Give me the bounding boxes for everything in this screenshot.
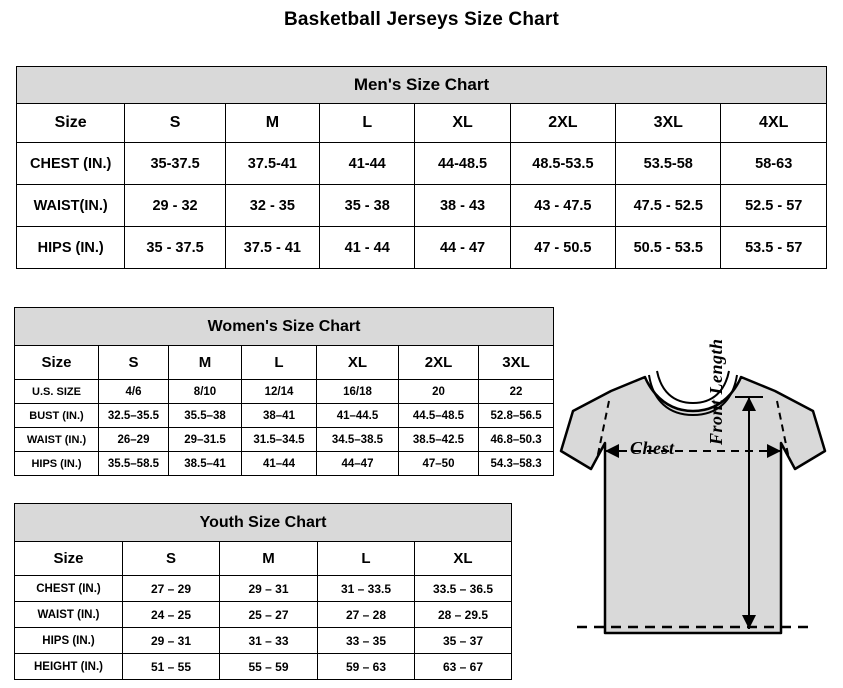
womens-us-size-m: 8/10 (169, 380, 242, 404)
womens-size-chart-section (14, 307, 553, 476)
page-title: Basketball Jerseys Size Chart (283, 9, 560, 30)
table-header-row (15, 346, 554, 380)
mens-header-3xl: 3XL (616, 104, 721, 143)
table-row (17, 143, 827, 185)
mens-waist-s: 29 - 32 (125, 185, 225, 227)
chest-measure-label: Chest (630, 438, 675, 458)
womens-hips-m: 38.5–41 (169, 452, 242, 476)
womens-us-size-2xl: 20 (399, 380, 479, 404)
table-row (15, 428, 554, 452)
youth-height-s: 51 – 55 (123, 654, 220, 680)
womens-bust-s: 32.5–35.5 (99, 404, 169, 428)
youth-size-chart-table (14, 503, 512, 680)
youth-header-m: M (220, 542, 318, 576)
youth-chest-s: 27 – 29 (123, 576, 220, 602)
womens-us-size-xl: 16/18 (317, 380, 399, 404)
womens-hips-xl: 44–47 (317, 452, 399, 476)
mens-header-4xl: 4XL (721, 104, 827, 143)
table-row (17, 185, 827, 227)
table-caption-row (15, 308, 554, 346)
womens-waist-m: 29–31.5 (169, 428, 242, 452)
youth-chart-caption: Youth Size Chart (15, 504, 512, 542)
womens-row-label-waist: WAIST (IN.) (15, 428, 99, 452)
womens-waist-xl: 34.5–38.5 (317, 428, 399, 452)
womens-hips-s: 35.5–58.5 (99, 452, 169, 476)
youth-size-chart-section (14, 503, 511, 680)
womens-bust-xl: 41–44.5 (317, 404, 399, 428)
youth-hips-xl: 35 – 37 (415, 628, 512, 654)
mens-waist-l: 35 - 38 (320, 185, 415, 227)
table-caption-row (15, 504, 512, 542)
mens-header-l: L (320, 104, 415, 143)
jersey-measurement-diagram (553, 339, 833, 669)
table-row (15, 380, 554, 404)
youth-row-label-hips: HIPS (IN.) (15, 628, 123, 654)
mens-header-2xl: 2XL (510, 104, 615, 143)
youth-hips-s: 29 – 31 (123, 628, 220, 654)
womens-header-2xl: 2XL (399, 346, 479, 380)
mens-waist-4xl: 52.5 - 57 (721, 185, 827, 227)
table-header-row (15, 542, 512, 576)
mens-waist-2xl: 43 - 47.5 (510, 185, 615, 227)
youth-header-s: S (123, 542, 220, 576)
womens-waist-l: 31.5–34.5 (242, 428, 317, 452)
mens-hips-s: 35 - 37.5 (125, 227, 225, 269)
front-length-measure-label: Front Length (706, 338, 726, 445)
mens-row-label-chest: CHEST (IN.) (17, 143, 125, 185)
youth-waist-s: 24 – 25 (123, 602, 220, 628)
table-row (15, 452, 554, 476)
mens-hips-m: 37.5 - 41 (225, 227, 319, 269)
table-row (15, 576, 512, 602)
youth-hips-l: 33 – 35 (318, 628, 415, 654)
mens-row-label-hips: HIPS (IN.) (17, 227, 125, 269)
mens-waist-xl: 38 - 43 (415, 185, 510, 227)
mens-waist-m: 32 - 35 (225, 185, 319, 227)
womens-row-label-bust: BUST (IN.) (15, 404, 99, 428)
womens-row-label-us-size: U.S. SIZE (15, 380, 99, 404)
youth-chest-xl: 33.5 – 36.5 (415, 576, 512, 602)
mens-size-chart-section (16, 66, 827, 269)
youth-height-xl: 63 – 67 (415, 654, 512, 680)
mens-hips-3xl: 50.5 - 53.5 (616, 227, 721, 269)
womens-header-m: M (169, 346, 242, 380)
womens-bust-l: 38–41 (242, 404, 317, 428)
youth-hips-m: 31 – 33 (220, 628, 318, 654)
womens-bust-2xl: 44.5–48.5 (399, 404, 479, 428)
womens-hips-3xl: 54.3–58.3 (479, 452, 554, 476)
womens-waist-3xl: 46.8–50.3 (479, 428, 554, 452)
table-header-row (17, 104, 827, 143)
mens-hips-l: 41 - 44 (320, 227, 415, 269)
youth-header-xl: XL (415, 542, 512, 576)
mens-hips-4xl: 53.5 - 57 (721, 227, 827, 269)
mens-row-label-waist: WAIST(IN.) (17, 185, 125, 227)
table-caption-row (17, 67, 827, 104)
table-row (15, 628, 512, 654)
mens-chest-4xl: 58-63 (721, 143, 827, 185)
mens-header-size: Size (17, 104, 125, 143)
womens-waist-s: 26–29 (99, 428, 169, 452)
mens-header-m: M (225, 104, 319, 143)
youth-height-m: 55 – 59 (220, 654, 318, 680)
mens-chest-3xl: 53.5-58 (616, 143, 721, 185)
mens-chest-2xl: 48.5-53.5 (510, 143, 615, 185)
womens-bust-3xl: 52.8–56.5 (479, 404, 554, 428)
mens-waist-3xl: 47.5 - 52.5 (616, 185, 721, 227)
womens-us-size-l: 12/14 (242, 380, 317, 404)
youth-waist-m: 25 – 27 (220, 602, 318, 628)
womens-size-chart-table (14, 307, 554, 476)
womens-row-label-hips: HIPS (IN.) (15, 452, 99, 476)
youth-header-l: L (318, 542, 415, 576)
womens-us-size-3xl: 22 (479, 380, 554, 404)
mens-chest-s: 35-37.5 (125, 143, 225, 185)
womens-hips-l: 41–44 (242, 452, 317, 476)
youth-waist-xl: 28 – 29.5 (415, 602, 512, 628)
womens-hips-2xl: 47–50 (399, 452, 479, 476)
jersey-shirt-icon (553, 339, 833, 669)
table-row (15, 654, 512, 680)
youth-row-label-height: HEIGHT (IN.) (15, 654, 123, 680)
table-row (15, 602, 512, 628)
womens-bust-m: 35.5–38 (169, 404, 242, 428)
mens-header-s: S (125, 104, 225, 143)
table-row (15, 404, 554, 428)
youth-header-size: Size (15, 542, 123, 576)
womens-us-size-s: 4/6 (99, 380, 169, 404)
womens-header-size: Size (15, 346, 99, 380)
youth-waist-l: 27 – 28 (318, 602, 415, 628)
womens-header-l: L (242, 346, 317, 380)
mens-size-chart-table (16, 66, 827, 269)
womens-header-3xl: 3XL (479, 346, 554, 380)
youth-row-label-chest: CHEST (IN.) (15, 576, 123, 602)
mens-chart-caption: Men's Size Chart (17, 67, 827, 104)
mens-hips-xl: 44 - 47 (415, 227, 510, 269)
womens-waist-2xl: 38.5–42.5 (399, 428, 479, 452)
mens-chest-m: 37.5-41 (225, 143, 319, 185)
table-row (17, 227, 827, 269)
mens-chest-xl: 44-48.5 (415, 143, 510, 185)
youth-chest-m: 29 – 31 (220, 576, 318, 602)
youth-row-label-waist: WAIST (IN.) (15, 602, 123, 628)
mens-chest-l: 41-44 (320, 143, 415, 185)
womens-header-s: S (99, 346, 169, 380)
mens-hips-2xl: 47 - 50.5 (510, 227, 615, 269)
youth-height-l: 59 – 63 (318, 654, 415, 680)
mens-header-xl: XL (415, 104, 510, 143)
womens-chart-caption: Women's Size Chart (15, 308, 554, 346)
womens-header-xl: XL (317, 346, 399, 380)
youth-chest-l: 31 – 33.5 (318, 576, 415, 602)
